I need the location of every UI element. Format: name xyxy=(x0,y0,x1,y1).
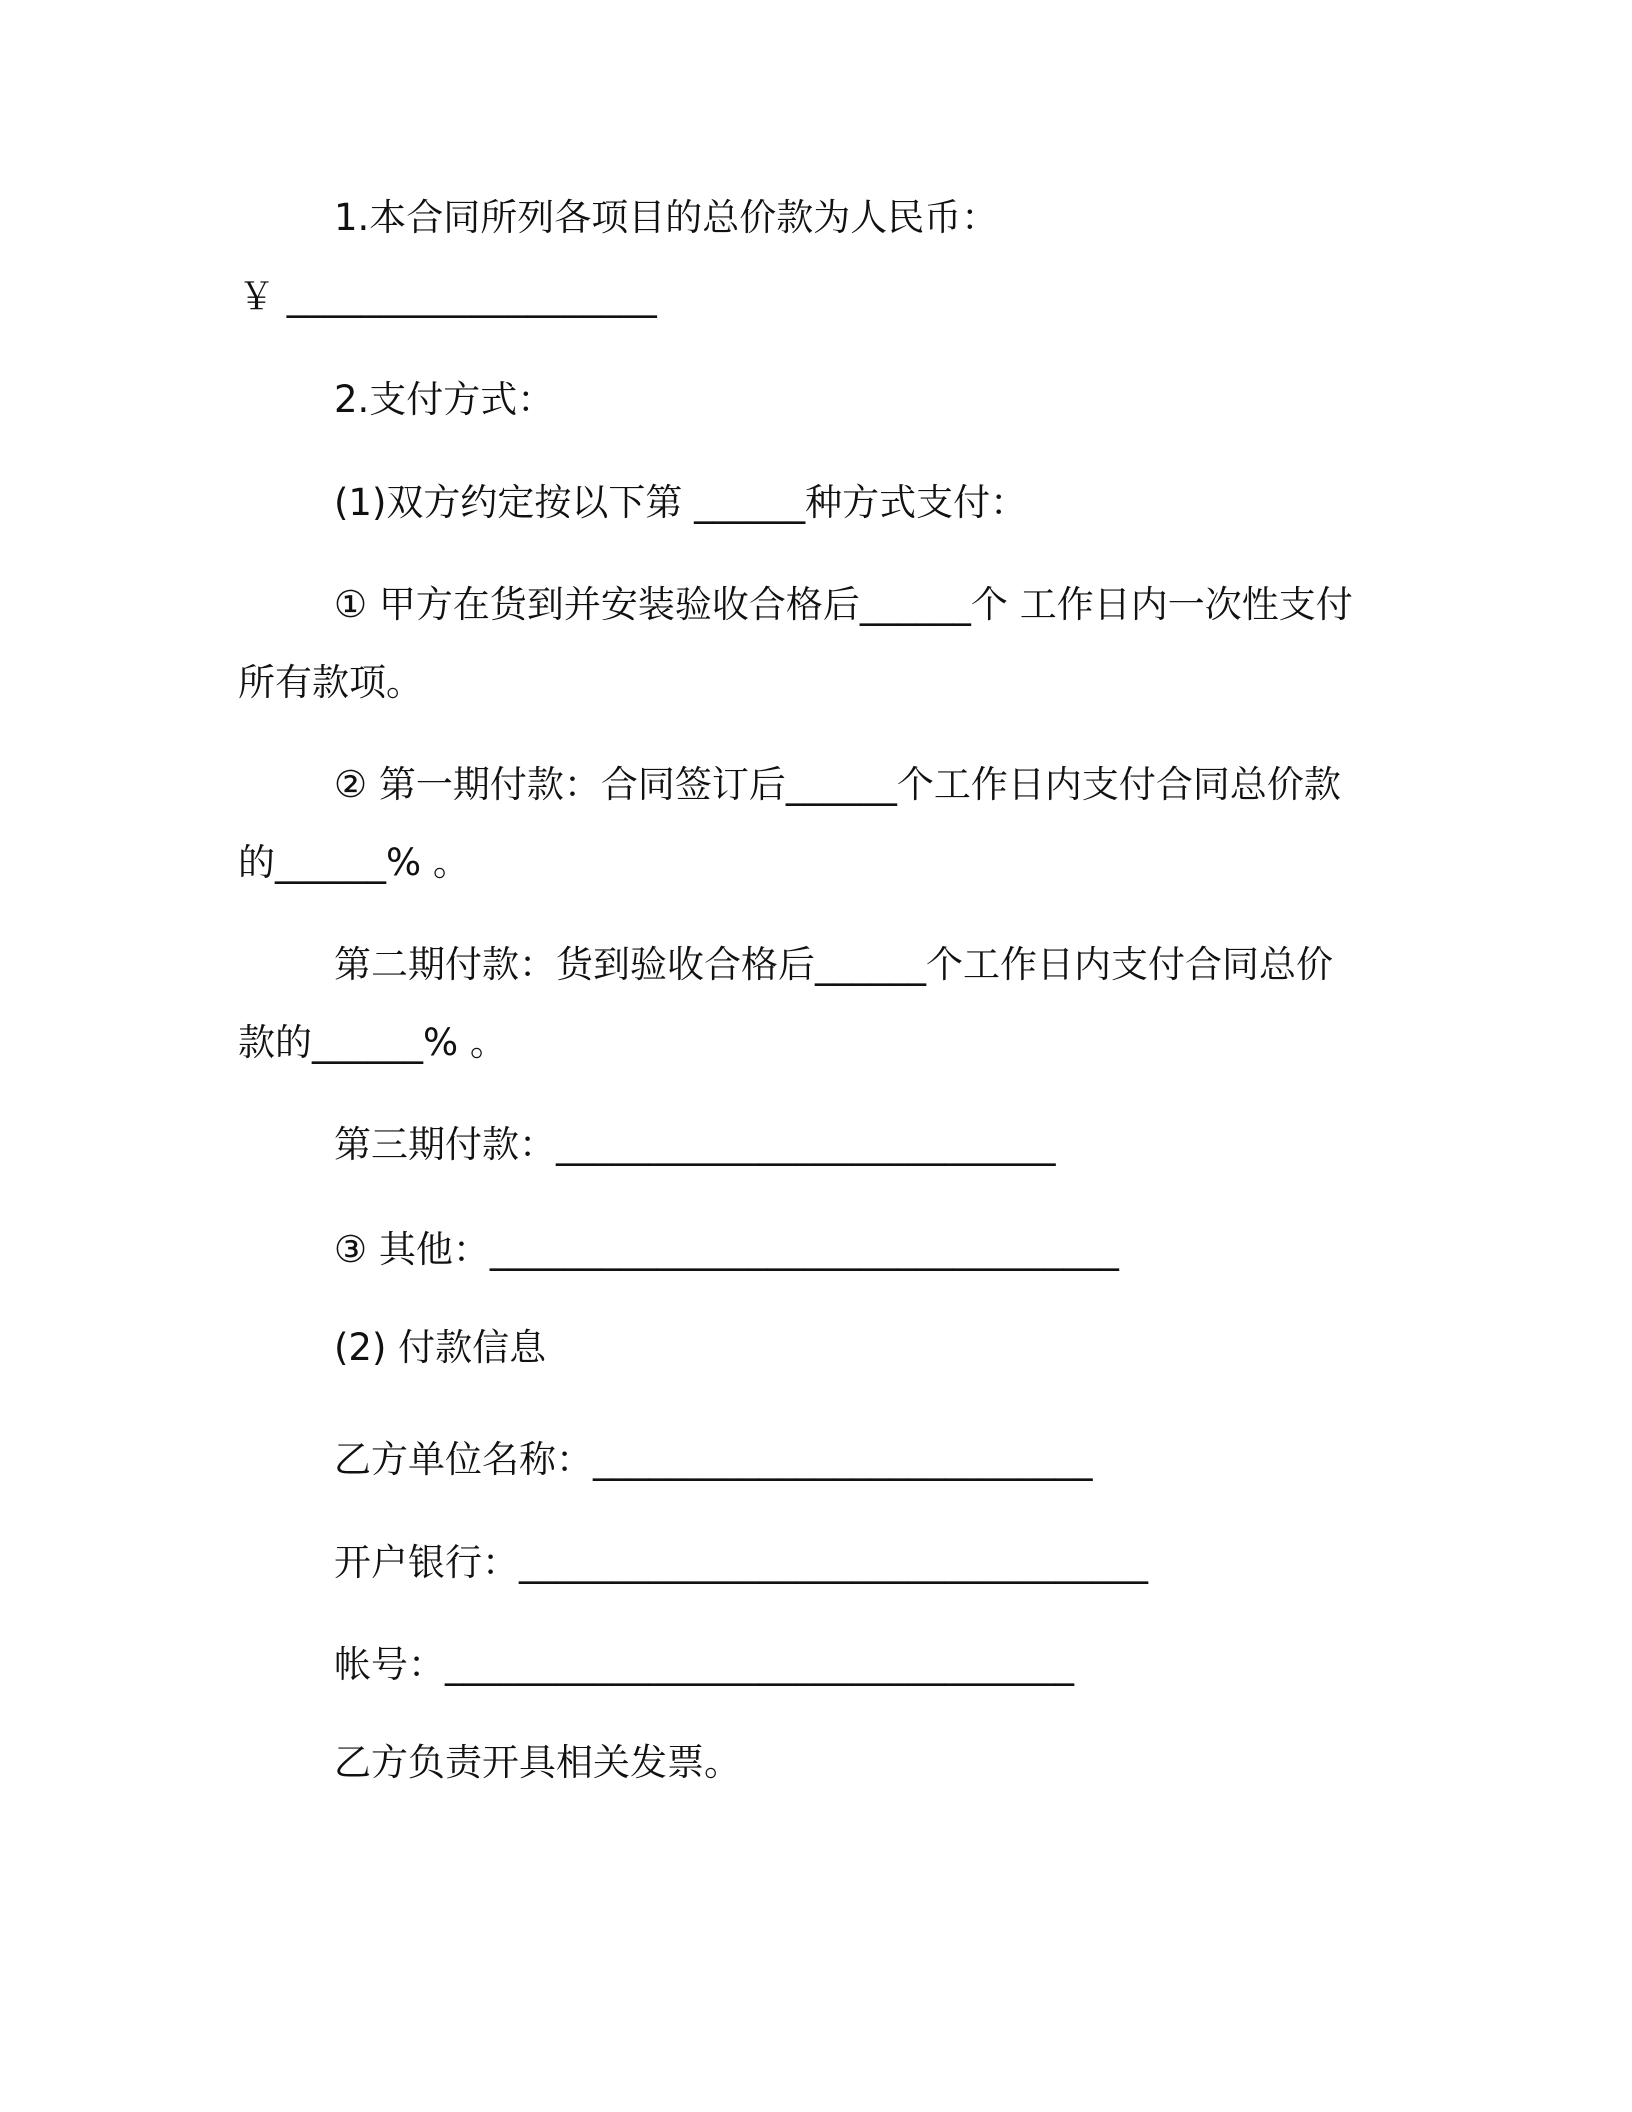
clause-total-price: 1.本合同所列各项目的总价款为人民币： xyxy=(334,196,999,239)
option-three-other: ③ 其他：__________________________________ xyxy=(334,1228,1119,1271)
payment-method-choice: (1)双方约定按以下第 ______种方式支付： xyxy=(334,481,1028,524)
invoice-note: 乙方负责开具相关发票。 xyxy=(334,1741,741,1784)
total-price-blank: ￥ ____________________ xyxy=(238,275,657,318)
option-one-line-2: 所有款项。 xyxy=(238,661,423,704)
second-payment-line-2: 款的______% 。 xyxy=(238,1021,507,1064)
second-payment-line-1: 第二期付款：货到验收合格后______个工作日内支付合同总价 xyxy=(334,943,1333,986)
party-b-company-name: 乙方单位名称：___________________________ xyxy=(334,1438,1093,1481)
third-payment: 第三期付款：___________________________ xyxy=(334,1123,1056,1166)
option-one-line-1: ① 甲方在货到并安装验收合格后______个 工作日内一次性支付 xyxy=(334,583,1353,626)
payment-info-heading: (2) 付款信息 xyxy=(334,1326,547,1369)
account-number: 帐号：__________________________________ xyxy=(334,1643,1074,1686)
option-two-line-1: ② 第一期付款：合同签订后______个工作日内支付合同总价款 xyxy=(334,763,1341,806)
clause-payment-method: 2.支付方式： xyxy=(334,378,555,421)
option-two-line-2: 的______% 。 xyxy=(238,841,470,884)
bank-name: 开户银行：__________________________________ xyxy=(334,1541,1148,1584)
